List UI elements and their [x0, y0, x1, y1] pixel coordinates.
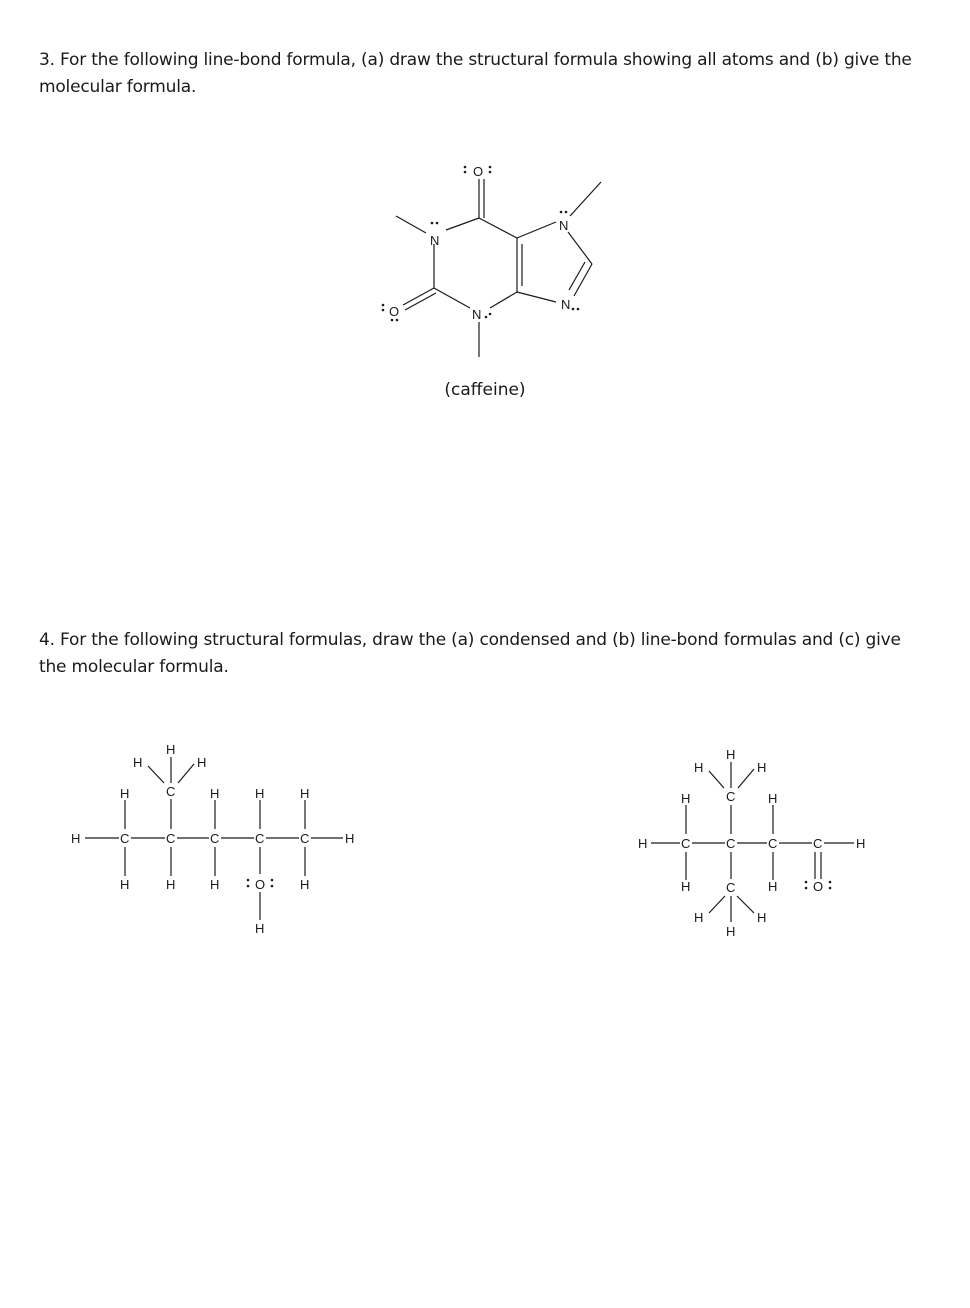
atom-c: C	[768, 836, 778, 851]
atom-h: H	[255, 921, 265, 936]
atom-h: H	[768, 879, 778, 894]
atom-h: H	[197, 755, 207, 770]
atom-c: C	[120, 831, 130, 846]
atom-n-lower-right: N	[561, 297, 571, 312]
atom-h: H	[681, 791, 691, 806]
atom-h: H	[133, 755, 143, 770]
atom-h: H	[71, 831, 81, 846]
atom-c: C	[210, 831, 220, 846]
atom-h: H	[726, 747, 736, 762]
atom-h: H	[166, 742, 176, 757]
atom-h: H	[300, 786, 310, 801]
atom-c: C	[255, 831, 265, 846]
atom-c: C	[726, 880, 736, 895]
atom-h: H	[300, 877, 310, 892]
question-3-text: 3. For the following line-bond formula, (a) draw the structural formula showing all atoms and (b) give the molecular formula.	[39, 50, 912, 97]
atom-o-left: O	[389, 304, 400, 319]
atom-n-upper-right: N	[559, 218, 569, 233]
atom-h: H	[255, 786, 265, 801]
atom-c: C	[813, 836, 823, 851]
atom-h: H	[210, 877, 220, 892]
atom-n-bottom: N	[472, 307, 482, 322]
atom-o: O	[255, 877, 266, 892]
atom-o-top: O	[473, 164, 484, 179]
atom-h: H	[345, 831, 355, 846]
atom-h: H	[638, 836, 648, 851]
atom-c: C	[681, 836, 691, 851]
atom-h: H	[694, 910, 704, 925]
atom-c: C	[166, 784, 176, 799]
atom-h: H	[757, 910, 767, 925]
atom-h: H	[120, 786, 130, 801]
question-4-text: 4. For the following structural formulas, draw the (a) condensed and (b) line-bond formulas and (c) give the molecular formula.	[39, 630, 901, 677]
atom-c: C	[300, 831, 310, 846]
atom-h: H	[681, 879, 691, 894]
atom-c: C	[726, 836, 736, 851]
atom-h: H	[120, 877, 130, 892]
atom-h: H	[694, 760, 704, 775]
atom-h: H	[210, 786, 220, 801]
atom-h: H	[768, 791, 778, 806]
atom-h: H	[726, 924, 736, 939]
atom-n-left: N	[430, 233, 440, 248]
atom-c: C	[166, 831, 176, 846]
caffeine-caption: (caffeine)	[444, 380, 526, 400]
atom-c: C	[726, 789, 736, 804]
atom-o: O	[813, 879, 824, 894]
atom-h: H	[166, 877, 176, 892]
atom-h: H	[757, 760, 767, 775]
atom-h: H	[856, 836, 866, 851]
